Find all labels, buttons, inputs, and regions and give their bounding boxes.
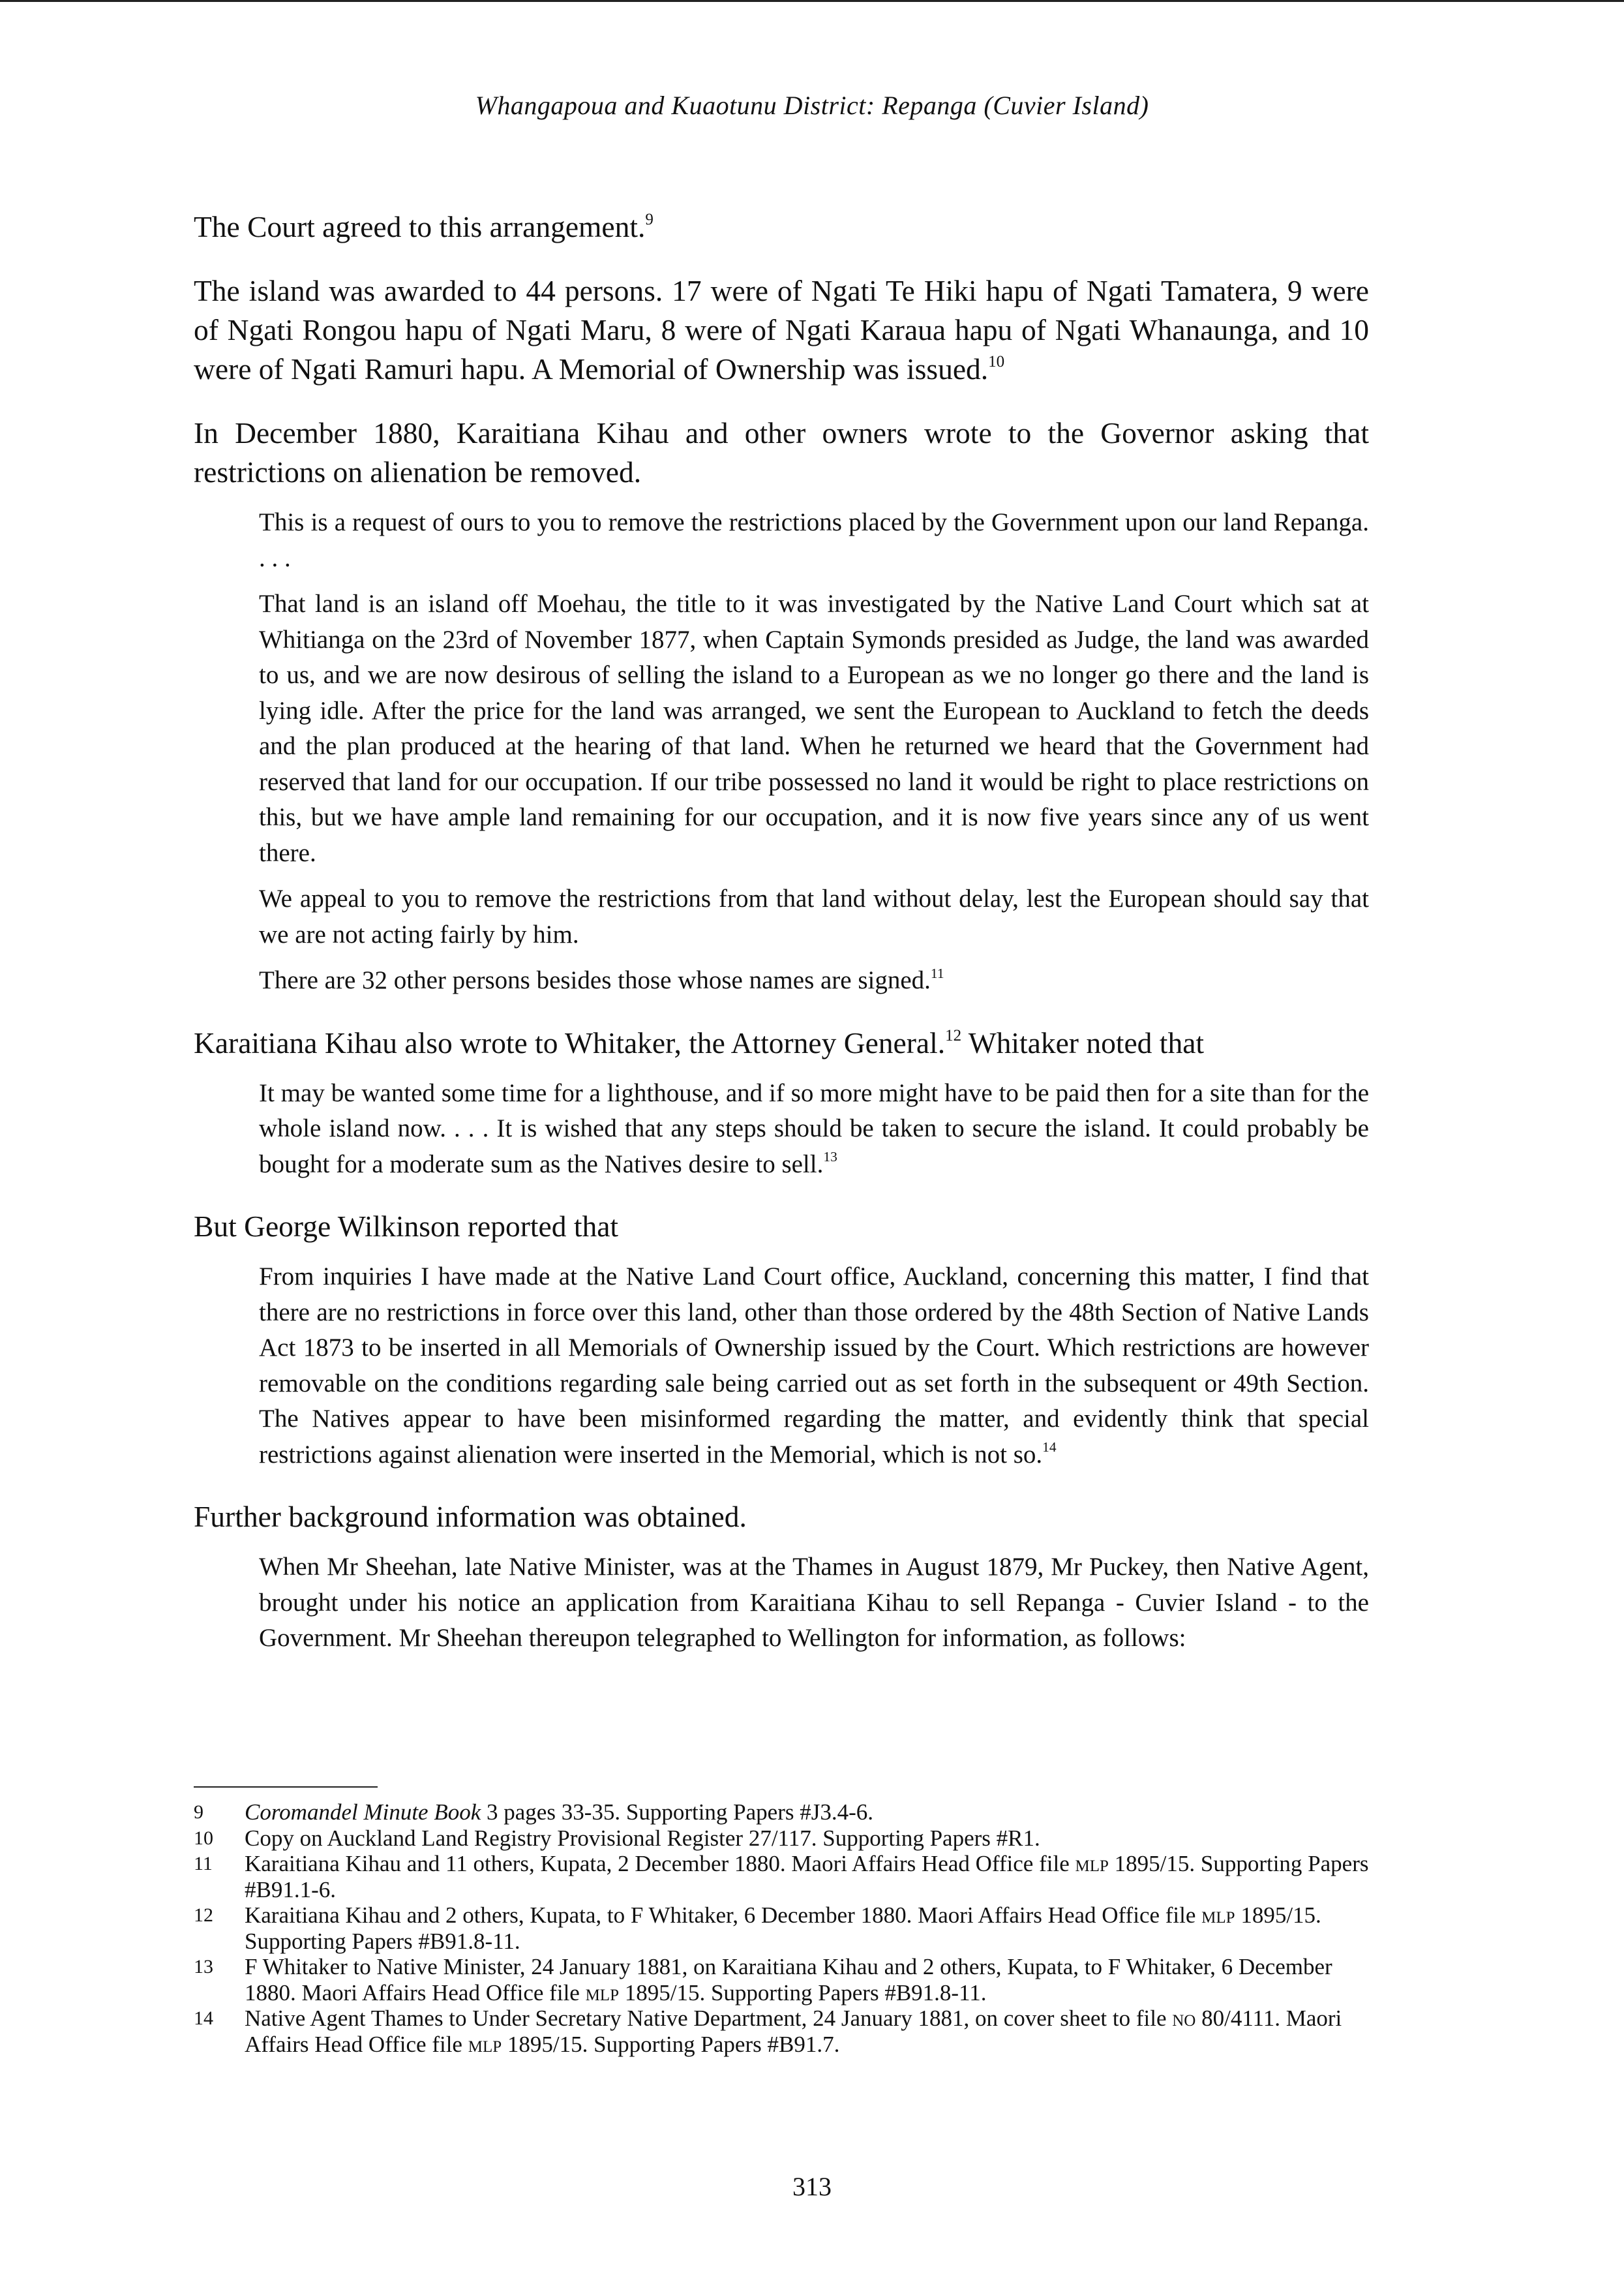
paragraph-further: Further background information was obtained.	[194, 1500, 747, 1533]
block-quote-inquiries: From inquiries I have made at the Native Land Court office, Auckland, concerning this matter, I find that there are no restrictions in force over this land, other than those ordered by the 48th Section of Native Lands Act 1873 to be inserted in all Memorials of Ownership issued by the Court. Which restrictions are however removable on the conditions regarding sale being carried out as set forth in the subsequent or 49th Section. The Natives appear to have been misinformed regarding the matter, and evidently think that special restrictions against alienation were inserted in the Memorial, which is not so.$^{14}$	[259, 1262, 1369, 1469]
page-number: 313	[792, 2172, 832, 2201]
block-quote-appeal: We appeal to you to remove the restrictions from that land without delay, lest the European should say that we are not acting fairly by him.	[259, 885, 1369, 949]
footnotes	[194, 1799, 1369, 2057]
footnote-10: 10 Copy on Auckland Land Registry Provisional Register 27/117. Supporting Papers #R1.	[194, 1825, 1040, 1851]
paragraph-wilkinson: But George Wilkinson reported that	[194, 1210, 619, 1243]
footnote-14: 14 Native Agent Thames to Under Secretary Native Department, 24 January 1881, on cover sheet to file no 80/4111. Maori Affairs Head Office file mlp 1895/15. Supporting Papers #B91.7.	[194, 2006, 1342, 2057]
block-quote-island: That land is an island off Moehau, the title to it was investigated by the Native Land Court which sat at Whitianga on the 23rd of November 1877, when Captain Symonds presided as Judge, the land was awarded to us, and we are now desirous of selling the island to a European as we no longer go there and the land is lying idle. After the price for the land was arranged, we sent the European to Auckland to fetch the deeds and the plan produced at the hearing of that land. When he returned we heard that the Government had reserved that land for our occupation. If our tribe possessed no land it would be right to place restrictions on this, but we have ample land remaining for our occupation, and it is now five years since any of us went there.	[259, 590, 1369, 867]
paragraph-award: The island was awarded to 44 persons. 17 were of Ngati Te Hiki hapu of Ngati Tamatera, 9 were of Ngati Rongou hapu of Ngati Maru, 8 were of Ngati Karaua hapu of Ngati Whanaunga, and 10 were of Ngati Ramuri hapu. A Memorial of Ownership was issued.$^{10}$	[194, 274, 1369, 386]
footnote-ref[interactable]: 11	[930, 965, 944, 981]
block-quote-request: This is a request of ours to you to remove the restrictions placed by the Government upon our land Repanga. . . .	[259, 508, 1369, 572]
footnote-separator	[194, 1786, 378, 1788]
footnote-ref[interactable]: 13	[823, 1149, 837, 1165]
block-quote-lighthouse: It may be wanted some time for a lighthouse, and if so more might have to be paid then for a site than for the whole island now. . . . It is wished that any steps should be taken to secure the island. It could probably be bought for a moderate sum as the Natives desire to sell.$^{13}$	[259, 1078, 1369, 1178]
paragraph-court-agreed: The Court agreed to this arrangement.$^9$	[194, 210, 654, 243]
paragraph-whitaker: Karaitiana Kihau also wrote to Whitaker, the Attorney General.$^{12}$ Whitaker noted that	[194, 1026, 1205, 1060]
footnote-ref[interactable]: 10	[988, 353, 1005, 371]
footnote-12: 12 Karaitiana Kihau and 2 others, Kupata, to F Whitaker, 6 December 1880. Maori Affairs Head Office file mlp 1895/15. Supporting Papers #B91.8-11.	[194, 1902, 1321, 1954]
paragraph-december-1880: In December 1880, Karaitiana Kihau and other owners wrote to the Governor asking that restrictions on alienation be removed.	[194, 416, 1369, 489]
footnote-ref[interactable]: 9	[645, 211, 654, 229]
footnote-11: 11 Karaitiana Kihau and 11 others, Kupata, 2 December 1880. Maori Affairs Head Office file mlp 1895/15. Supporting Papers #B91.1-6.	[194, 1851, 1369, 1902]
footnote-ref[interactable]: 14	[1042, 1439, 1057, 1456]
footnote-ref[interactable]: 12	[945, 1026, 962, 1045]
running-head: Whangapoua and Kuaotunu District: Repanga (Cuvier Island)	[475, 91, 1149, 120]
block-quote-sheehan: When Mr Sheehan, late Native Minister, was at the Thames in August 1879, Mr Puckey, then Native Agent, brought under his notice an application from Karaitiana Kihau to sell Repanga - Cuvier Island - to the Government. Mr Sheehan thereupon telegraphed to Wellington for information, as follows:	[259, 1553, 1369, 1652]
top-border	[0, 0, 1624, 2]
footnote-13: 13 F Whitaker to Native Minister, 24 January 1881, on Karaitiana Kihau and 2 others, Kupata, to F Whitaker, 6 December 1880. Maori Affairs Head Office file mlp 1895/15. Supporting Papers #B91.8-11.	[194, 1954, 1332, 2006]
footnote-9: 9 Coromandel Minute Book 3 pages 33-35. Supporting Papers #J3.4-6.	[194, 1799, 874, 1825]
body-text	[194, 207, 1369, 1667]
block-quote-persons: There are 32 other persons besides those whose names are signed.$^{11}$	[259, 965, 944, 994]
